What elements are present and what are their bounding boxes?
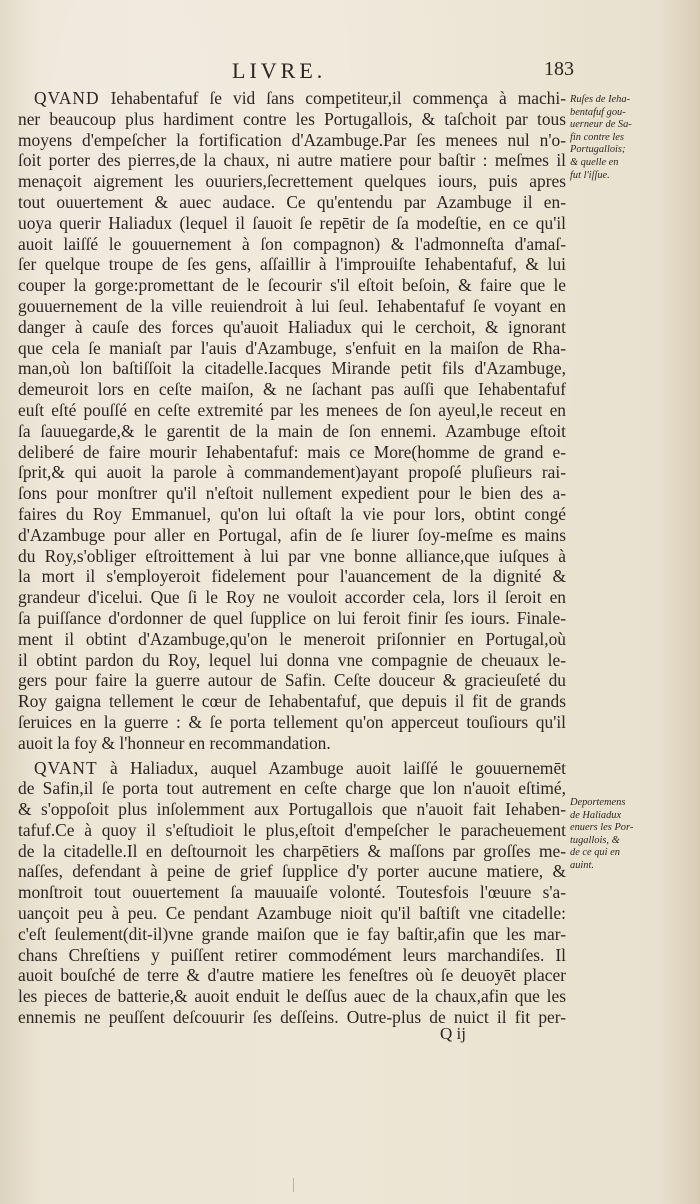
- text-line: chans Chreſtiens y puiſſent retirer commodément leurs marchandiſes. Il: [18, 944, 566, 965]
- running-title: LIVRE.: [232, 58, 327, 83]
- margin-note-line: de Haliadux: [570, 809, 622, 821]
- text-line: tout ouuertement & auec audace. Ce qu'entendu par Azambuge il en-: [18, 191, 566, 212]
- text-line: grandeur d'icelui. Que ſi le Roy ne vouloit accorder cela, lors il ſeroit en: [18, 587, 566, 608]
- text-line: gers pour faire la guerre autour de Safin. Ceſte douceur & gracieuſeté du: [18, 670, 566, 691]
- text-line: & s'oppoſoit plus inſolemment aux Portugallois que n'auoit fait Iehaben-: [18, 799, 566, 820]
- margin-note-line: & quelle en: [570, 156, 619, 168]
- text-line: menaçoit aigrement les ouuriers,ſecrettement quelques iours, puis apres: [18, 171, 566, 192]
- paragraph-lead-word: QVANT: [34, 757, 98, 778]
- gutter-mark: [293, 1178, 294, 1192]
- text-line: il obtint pardon du Roy, lequel lui donna vne compagnie de cheuaux le-: [18, 649, 566, 670]
- text-line: auoit bouſché de terre & d'autre matiere les feneſtres où ſe deuoyēt placer: [18, 965, 566, 986]
- margin-note-line: Ruſes de Ieha-: [570, 94, 631, 105]
- page-number: 183: [544, 58, 574, 80]
- text-line: QVANT à Haliadux, auquel Azambuge auoit laiſſé le gouuernemēt: [34, 757, 566, 778]
- text-line: ment il obtint d'Azambuge,qu'on le meneroit priſonnier en Portugal,où: [18, 628, 566, 649]
- text-line: ner beaucoup plus hardiment contre les Portugallois, & taſchoit par tous: [18, 108, 566, 129]
- text-line: moyens d'empeſcher la fortification d'Azambuge.Par ſes menees nul n'o-: [18, 129, 566, 150]
- text-line: de la citadelle.Il en deſtournoit les charpētiers & maſſons par groſſes me-: [18, 840, 566, 861]
- paragraph-lead-word: QVAND: [34, 88, 100, 108]
- margin-note: [570, 94, 696, 182]
- text-line: faires du Roy Emmanuel, qu'on lui oſtaſt la vie pour lors, obtint congé: [18, 503, 566, 524]
- text-line: les pieces de batterie,& auoit enduit le deſſus auec de la chaux,afin que les: [18, 986, 566, 1007]
- text-line: gouuernement de la ville reuiendroit à lui ſeul. Iehabentafuf ſe voyant en: [18, 295, 566, 316]
- text-line: naſſes, defendant à peine de grief ſupplice d'y porter aucune matiere, &: [18, 861, 566, 882]
- text-line: c'eſt ſeulement(dit-il)vne grande maiſon que ie fay baſtir,afin que les mar-: [18, 923, 566, 944]
- text-line: monſtroit tout ouuertement ſa mauuaiſe volonté. Toutesfois l'œuure s'a-: [18, 882, 566, 903]
- margin-note-line: Portugallois;: [570, 144, 626, 156]
- margin-note-line: fin contre les: [570, 131, 624, 143]
- text-line: ennemis ne peuſſent deſcouurir ſes deſſeins. Outre-plus de nuict il fit per-: [18, 1007, 566, 1028]
- text-line: demeuroit lors en ceſte maiſon, & ne ſachant pas auſſi que Iehabentafuf: [18, 379, 566, 400]
- text-line: ſeruices en la guerre : & ſe porta tellement qu'on apperceut touſiours qu'il: [18, 711, 566, 732]
- text-line: la mort il s'employeroit fidelement pour l'auancement de la dignité &: [18, 566, 566, 587]
- text-line: auoit la foy & l'honneur en recommandation.: [18, 732, 331, 753]
- margin-note-line: fut l'iſſue.: [570, 169, 610, 181]
- text-line: deliberé de faire mourir Iehabentafuf: mais ce More(homme de grand e-: [18, 441, 566, 462]
- text-line: ſoit porter des pierres,de la chaux, ni autre matiere pour baſtir : meſmes il: [18, 150, 566, 171]
- text-line: Roy gaigna tellement le cœur de Iehabentafuf, que depuis il fit de grands: [18, 691, 566, 712]
- text-line: ſer quelque troupe de ſes gens, aſſaillir à l'improuiſte Iehabentafuf, & lui: [18, 254, 566, 275]
- text-line: danger à cauſe des forces qu'auoit Haliadux qui le cerchoit, & ignorant: [18, 316, 566, 337]
- signature-mark: Q ij: [440, 1024, 466, 1043]
- text-line: auoit laiſſé le gouuernement à ſon compagnon) & l'admonneſta d'amaſ-: [18, 233, 566, 254]
- text-line: QVAND Iehabentafuf ſe vid ſans competiteur,il commença à machi-: [34, 88, 566, 108]
- text-line: uançoit peu à peu. Ce pendant Azambuge nioit qu'il baſtiſt vne citadelle:: [18, 903, 566, 924]
- text-line: ſons pour monſtrer qu'il n'eſtoit nullement expedient pour le bien des a-: [18, 483, 566, 504]
- margin-note-line: tugallois, &: [570, 834, 620, 846]
- text-line: d'Azambuge pour aller en Portugal, afin de ſe liurer ſoy-meſme es mains: [18, 524, 566, 545]
- main-text: [18, 88, 566, 1028]
- margin-note-line: bentafuf gou-: [570, 106, 626, 118]
- margin-note-line: enuers les Por-: [570, 822, 634, 834]
- text-line: tafuf.Ce à quoy il s'eſtudioit le plus,eſtoit d'empeſcher le paracheuement: [18, 819, 566, 840]
- text-line: ſprit,& qui auoit la parole à commandement)ayant propoſé pluſieurs rai-: [18, 462, 566, 483]
- text-line: du Roy,s'obliger eſtroittement à lui par vne bonne alliance,que iuſques à: [18, 545, 566, 566]
- text-line: ſa ſauuegarde,& le garentit de la main de ſon ennemi. Azambuge eſtoit: [18, 420, 566, 441]
- page-header: [0, 58, 700, 86]
- margin-note-line: auint.: [570, 859, 594, 871]
- margin-note-line: de ce qui en: [570, 847, 620, 859]
- text-line: uoya querir Haliadux (lequel il ſauoit ſe repētir de ſa modeſtie, en ce qu'il: [18, 212, 566, 233]
- text-line: ſa puiſſance d'ordonner de quel ſupplice on lui feroit finir ſes iours. Finale-: [18, 607, 566, 628]
- text-line: couper la gorge:promettant de le ſecourir s'il eſtoit beſoin, & faire que le: [18, 275, 566, 296]
- text-line: euſt eſté pouſſé en ceſte extremité par les menees de ſon ayeul,le receut en: [18, 399, 566, 420]
- text-line: de Safin,il ſe porta tout autrement en ceſte charge que lon n'auoit eſtimé,: [18, 778, 566, 799]
- margin-note-line: Deportemens: [570, 797, 626, 808]
- text-line: man,où lon baſtiſſoit la citadelle.Iacques Mirande petit fils d'Azambuge,: [18, 358, 566, 379]
- margin-note: [570, 797, 696, 873]
- margin-note-line: uerneur de Sa-: [570, 119, 632, 131]
- text-line: que cela ſe maniaſt par l'auis d'Azambuge, s'enfuit en la maiſon de Rha-: [18, 337, 566, 358]
